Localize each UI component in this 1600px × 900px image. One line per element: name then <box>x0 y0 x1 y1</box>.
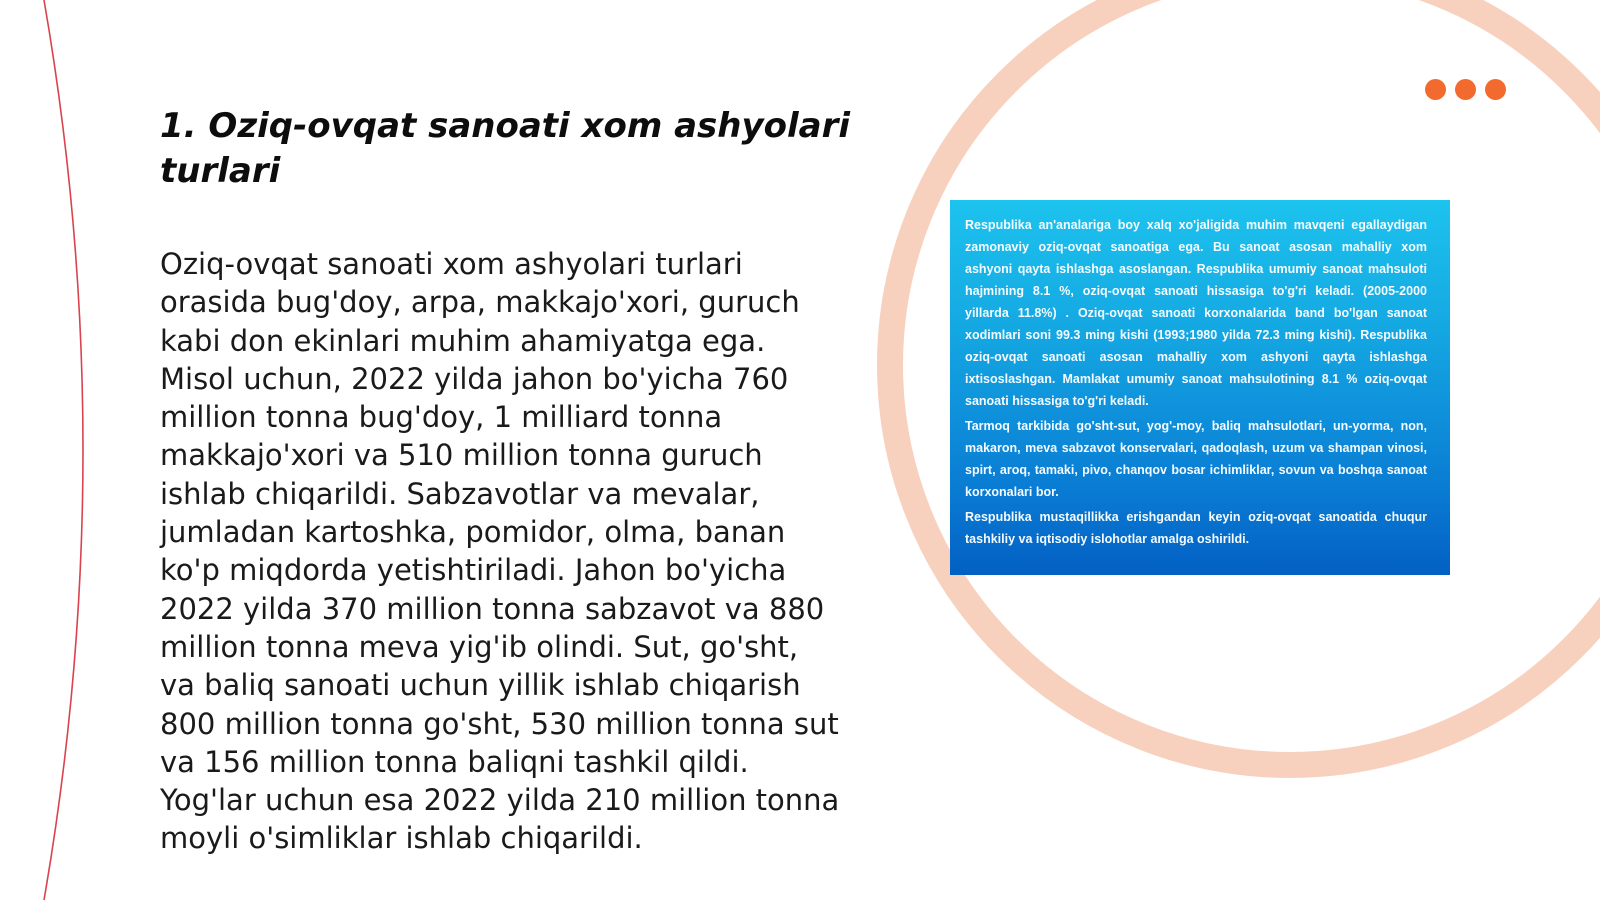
dot-icon <box>1425 79 1446 100</box>
three-dots-icon <box>1425 79 1506 100</box>
info-paragraph: Respublika mustaqillikka erishgandan keyin oziq-ovqat sanoatida chuqur tashkiliy va iqtisodiy islohotlar amalga oshirildi. <box>965 510 1427 546</box>
slide-title: 1. Oziq-ovqat sanoati xom ashyolari turlari <box>160 106 851 191</box>
info-text-box <box>950 200 1450 575</box>
dot-icon <box>1485 79 1506 100</box>
info-paragraph: Tarmoq tarkibida go'sht-sut, yog'-moy, baliq mahsulotlari, un-yorma, non, makaron, meva sabzavot konservalari, qadoqlash, uzum va shampan vinosi, spirt, aroq, tamaki, pivo, chanqov bosar ichimliklar, sovun va boshqa sanoat korxonalari bor. <box>965 419 1427 499</box>
left-red-curve <box>44 0 83 900</box>
info-paragraph: Respublika an'analariga boy xalq xo'jaligida muhim mavqeni egallaydigan zamonaviy oziq-ovqat sanoatiga ega. Bu sanoat asosan mahalliy xom ashyoni qayta ishlashga asoslangan. Respublika umumiy sanoat mahsuloti hajmining 8.1 %, oziq-ovqat sanoati hissasiga to'g'ri keladi. (2005-2000 yillarda 11.8%) . Oziq-ovqat sanoati korxonalarida band bo'lgan sanoat xodimlari soni 99.3 ming kishi (1993;1980 yilda 72.3 ming kishi). Respublika oziq-ovqat sanoati asosan mahalliy xom ashyoni qayta ishlashga ixtisoslashgan. Mamlakat umumiy sanoat mahsulotining 8.1 % oziq-ovqat sanoati hissasiga to'g'ri keladi. <box>965 218 1427 408</box>
slide-body-text: Oziq-ovqat sanoati xom ashyolari turlari orasida bug'doy, arpa, makkajo'xori, guruch kabi don ekinlari muhim ahamiyatga ega. Misol uchun, 2022 yilda jahon bo'yicha 760 million tonna bug'doy, 1 milliard tonna makkajo'xori va 510 million tonna guruch ishlab chiqarildi. Sabzavotlar va mevalar, jumladan kartoshka, pomidor, olma, banan ko'p miqdorda yetishtiriladi. Jahon bo'yicha 2022 yilda 370 million tonna sabzavot va 880 million tonna meva yig'ib olindi. Sut, go'sht, va baliq sanoati uchun yillik ishlab chiqarish 800 million tonna go'sht, 530 million tonna sut va 156 million tonna baliqni tashkil qildi. Yog'lar uchun esa 2022 yilda 210 million tonna moyli o'simliklar ishlab chiqarildi. <box>160 247 840 856</box>
dot-icon <box>1455 79 1476 100</box>
